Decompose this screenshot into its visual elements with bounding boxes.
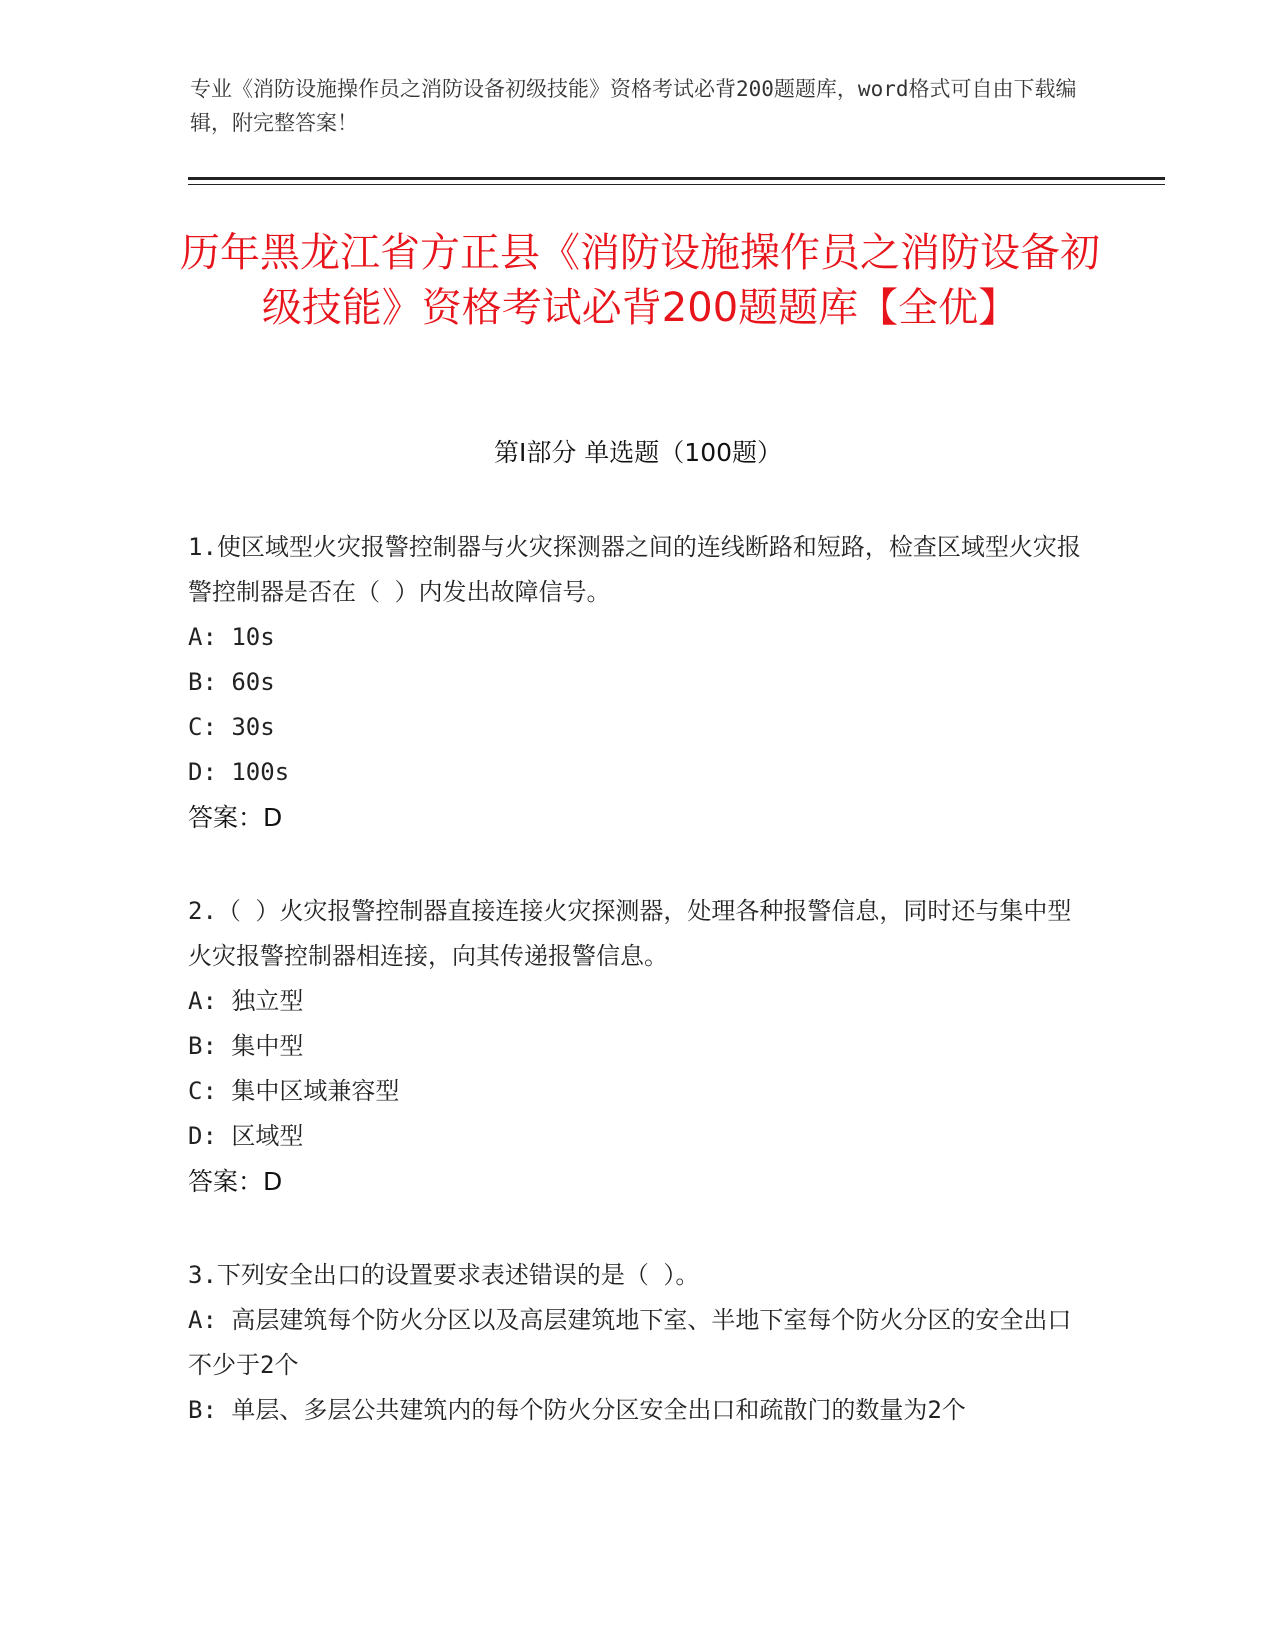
option-a: A: 10s (188, 623, 275, 651)
header-rule (188, 177, 1165, 180)
option-b: B: 集中型 (188, 1032, 304, 1060)
option-a: A: 独立型 (188, 987, 304, 1015)
option-a: A: 高层建筑每个防火分区以及高层建筑地下室、半地下室每个防火分区的安全出口不少于2个 (188, 1306, 1072, 1379)
answer-line: 答案：D (188, 803, 283, 832)
option-c: C: 30s (188, 713, 275, 741)
question-block (188, 889, 1088, 1204)
question-block (188, 525, 1088, 840)
option-b: B: 60s (188, 668, 275, 696)
header-note: 专业《消防设施操作员之消防设备初级技能》资格考试必背200题题库，word格式可自由下载编辑，附完整答案！ (190, 77, 1077, 135)
option-b: B: 单层、多层公共建筑内的每个防火分区安全出口和疏散门的数量为2个 (188, 1396, 966, 1424)
option-d: D: 100s (188, 758, 290, 786)
document-title: 历年黑龙江省方正县《消防设施操作员之消防设备初级技能》资格考试必背200题题库【全优】 (180, 230, 1100, 331)
question-block (188, 1253, 1088, 1433)
question-stem: 1.使区域型火灾报警控制器与火灾探测器之间的连线断路和短路，检查区域型火灾报警控制器是否在（ ）内发出故障信号。 (188, 533, 1081, 606)
question-stem: 3.下列安全出口的设置要求表述错误的是（ ）。 (188, 1261, 700, 1289)
option-c: C: 集中区域兼容型 (188, 1077, 400, 1105)
section-heading: 第I部分 单选题（100题） (493, 438, 783, 467)
option-d: D: 区域型 (188, 1122, 304, 1150)
question-stem: 2.（ ）火灾报警控制器直接连接火灾探测器，处理各种报警信息，同时还与集中型火灾报警控制器相连接，向其传递报警信息。 (188, 897, 1072, 970)
answer-line: 答案：D (188, 1167, 283, 1196)
header-rule-thin (188, 184, 1165, 185)
